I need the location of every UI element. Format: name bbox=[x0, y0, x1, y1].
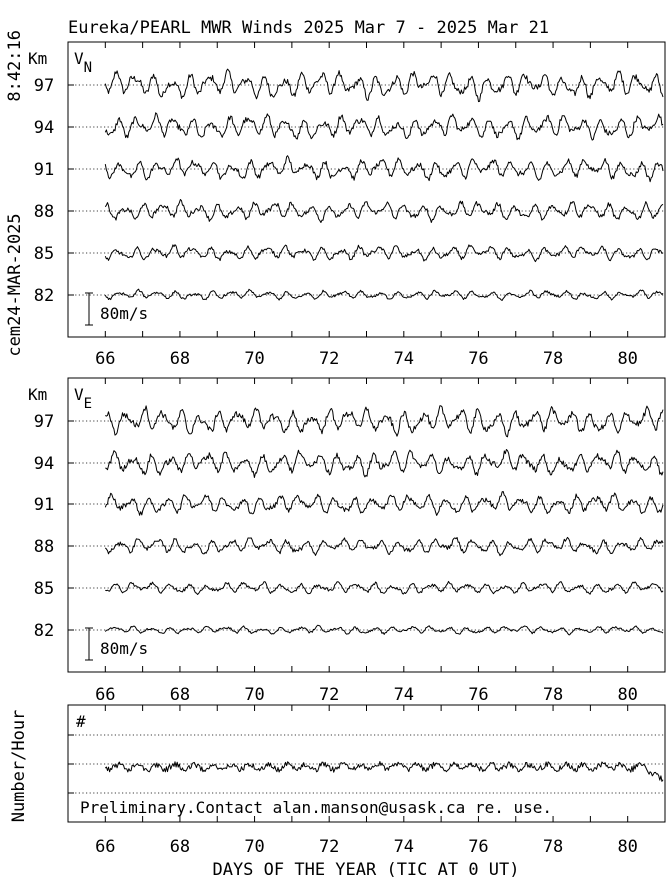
ve-component-subscript: E bbox=[83, 396, 93, 412]
ve-x-tick-label: 68 bbox=[169, 685, 191, 705]
count-symbol-label: # bbox=[76, 712, 86, 731]
ve-y-tick-label-82: 82 bbox=[33, 621, 55, 641]
file-id: cem24-MAR-2025 bbox=[5, 213, 25, 357]
vn-x-tick-label: 70 bbox=[244, 349, 265, 369]
vn-x-tick-label: 80 bbox=[617, 349, 638, 369]
vn-unit-label: Km bbox=[28, 49, 48, 68]
vn-y-tick-label-97: 97 bbox=[33, 76, 55, 96]
vn-scale-bar-label: 80m/s bbox=[100, 304, 149, 323]
vn-trace-82km bbox=[105, 289, 663, 300]
vn-component-subscript: N bbox=[83, 60, 93, 76]
ve-x-tick-label: 72 bbox=[318, 685, 340, 705]
chart-title: Eureka/PEARL MWR Winds 2025 Mar 7 - 2025 Mar 21 bbox=[68, 18, 550, 38]
count-x-tick-label: 76 bbox=[468, 837, 489, 857]
vn-x-tick-label: 72 bbox=[318, 349, 340, 369]
vn-y-tick-label-82: 82 bbox=[33, 286, 55, 306]
ve-trace-88km bbox=[105, 537, 663, 555]
count-x-tick-label: 68 bbox=[169, 837, 191, 857]
vn-y-tick-label-88: 88 bbox=[33, 202, 55, 222]
ve-y-tick-label-88: 88 bbox=[33, 537, 55, 557]
ve-y-tick-label-97: 97 bbox=[33, 412, 55, 432]
ve-x-tick-label: 66 bbox=[95, 685, 116, 705]
vn-component-label: VN bbox=[74, 49, 93, 76]
vn-x-tick-label: 74 bbox=[393, 349, 415, 369]
vn-x-tick-label: 66 bbox=[95, 349, 116, 369]
count-x-tick-label: 78 bbox=[542, 837, 564, 857]
vn-y-tick-label-94: 94 bbox=[33, 118, 55, 138]
count-x-tick-label: 66 bbox=[95, 837, 116, 857]
count-x-tick-label: 80 bbox=[617, 837, 638, 857]
count-y-axis-title: Number/Hour bbox=[9, 709, 29, 823]
contact-note: Preliminary.Contact alan.manson@usask.ca re. use. bbox=[80, 798, 553, 817]
ve-x-tick-label: 80 bbox=[617, 685, 638, 705]
x-axis-title: DAYS OF THE YEAR (TIC AT 0 UT) bbox=[212, 860, 520, 877]
ve-unit-label: Km bbox=[28, 385, 48, 404]
count-x-tick-label: 70 bbox=[244, 837, 265, 857]
ve-y-tick-label-91: 91 bbox=[33, 495, 55, 515]
vn-trace-94km bbox=[105, 113, 663, 140]
timestamp: 8:42:16 bbox=[5, 30, 25, 102]
ve-y-tick-label-85: 85 bbox=[33, 579, 55, 599]
count-x-tick-label: 74 bbox=[393, 837, 415, 857]
vn-y-tick-label-85: 85 bbox=[33, 244, 55, 264]
ve-y-tick-label-94: 94 bbox=[33, 454, 55, 474]
ve-x-tick-label: 76 bbox=[468, 685, 489, 705]
ve-component-label: VE bbox=[74, 385, 93, 412]
ve-x-tick-label: 70 bbox=[244, 685, 265, 705]
vn-y-tick-label-91: 91 bbox=[33, 160, 55, 180]
ve-x-tick-label: 78 bbox=[542, 685, 564, 705]
count-x-tick-label: 72 bbox=[318, 837, 340, 857]
ve-plot-frame bbox=[68, 378, 665, 672]
ve-trace-94km bbox=[105, 450, 663, 478]
vn-x-tick-label: 78 bbox=[542, 349, 564, 369]
ve-x-tick-label: 74 bbox=[393, 685, 415, 705]
vn-x-tick-label: 68 bbox=[169, 349, 191, 369]
count-trace bbox=[105, 762, 663, 782]
ve-scale-bar-label: 80m/s bbox=[100, 639, 149, 658]
vn-x-tick-label: 76 bbox=[468, 349, 489, 369]
ve-trace-91km bbox=[105, 492, 663, 516]
vn-trace-91km bbox=[105, 156, 663, 182]
